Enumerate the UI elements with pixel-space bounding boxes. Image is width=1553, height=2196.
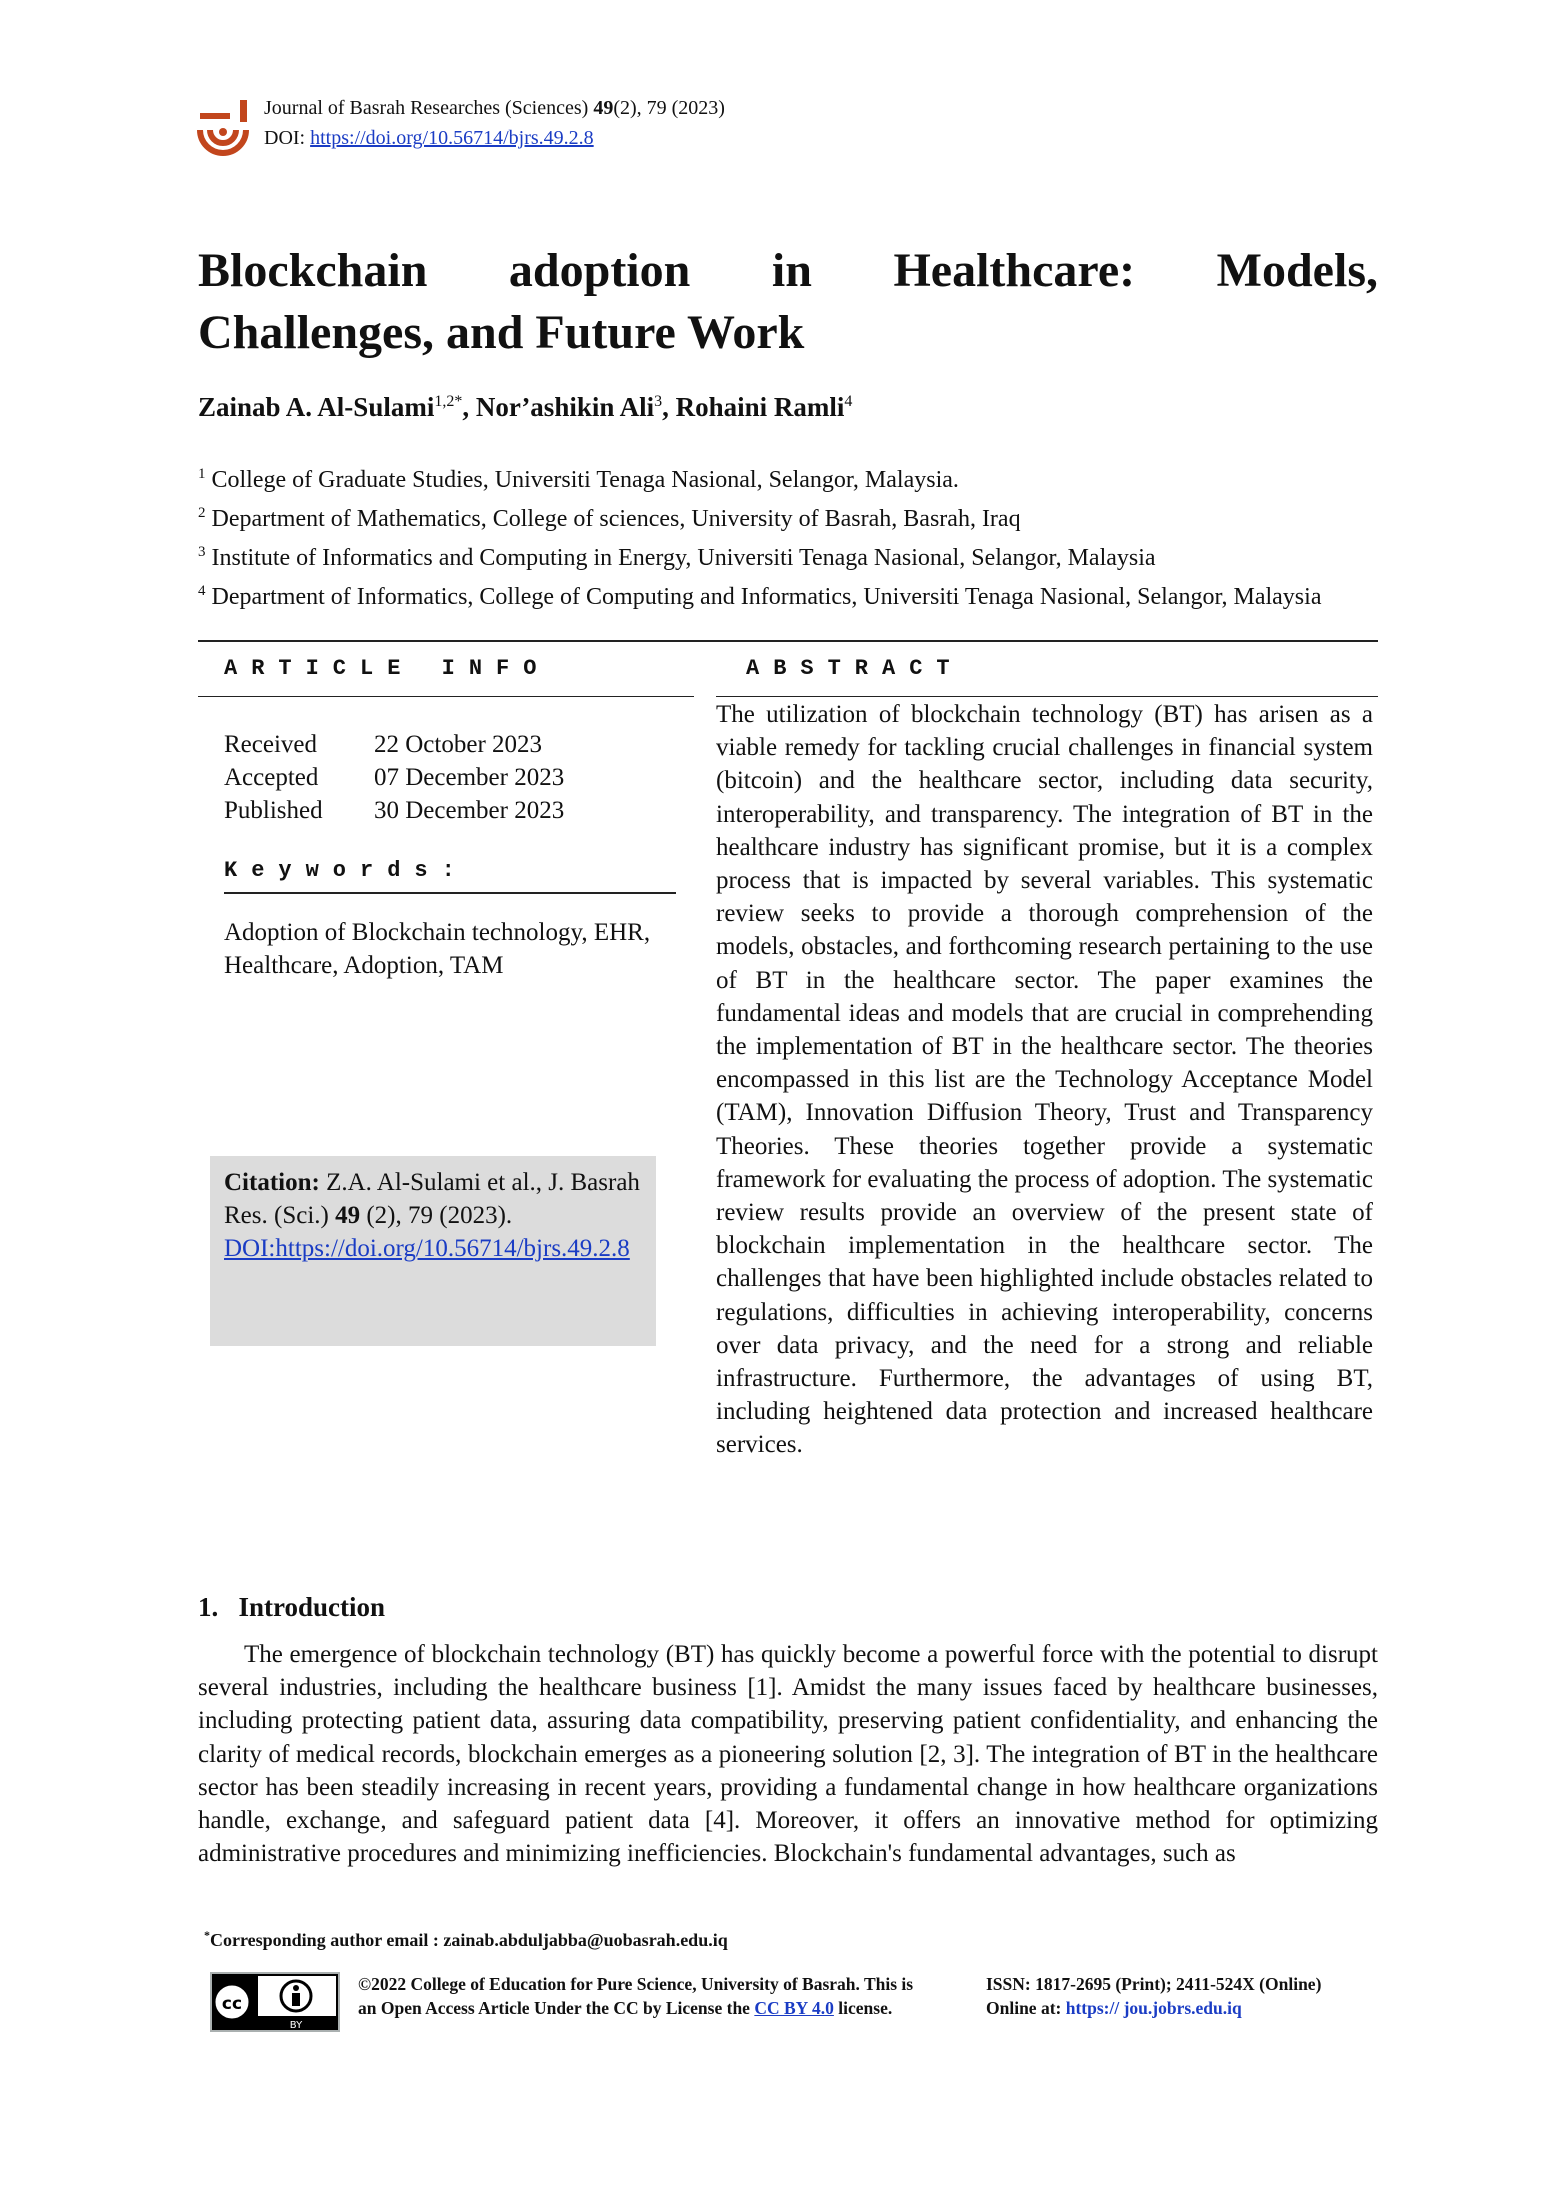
abstract-rule [716, 696, 1378, 697]
citation-doi-link[interactable]: DOI:https://doi.org/10.56714/bjrs.49.2.8 [224, 1235, 630, 1262]
date-row: Accepted 07 December 2023 [224, 764, 565, 791]
svg-text:cc: cc [221, 1994, 243, 2014]
keywords-label: Keywords: [224, 858, 469, 883]
copyright-notice: ©2022 College of Education for Pure Science, University of Basrah. This is an Open Access Article Under the CC by License the CC BY 4.0 license. [358, 1974, 914, 2018]
title-line-1: Blockchain adoption in Healthcare: Models, [198, 244, 1378, 297]
cc-badge-label: BY [289, 2020, 303, 2031]
journal-citation: Journal of Basrah Researches (Sciences) 49(2), 79 (2023) [264, 97, 725, 119]
keywords-text: Adoption of Blockchain technology, EHR, Healthcare, Adoption, TAM [224, 919, 651, 979]
top-rule [198, 640, 1378, 642]
introduction-paragraph: The emergence of blockchain technology (BT) has quickly become a powerful force with the potential to disrupt several industries, including the healthcare business [1]. Amidst the many issues faced by healthcare businesses, including protecting patient data, assuring data compatibility, preserving patient confidentiality, and enhancing the clarity of medical records, blockchain emerges as a pioneering solution [2, 3]. The integration of BT in the healthcare sector has been steadily increasing in recent years, providing a fundamental change in how healthcare organizations handle, exchange, and safeguard patient data [4]. Moreover, it offers an innovative method for optimizing administrative procedures and minimizing inefficiencies. Blockchain's fundamental advantages, such as [198, 1641, 1378, 1868]
citation-box: Citation: Z.A. Al-Sulami et al., J. Basrah Res. (Sci.) 49 (2), 79 (2023). DOI:https://doi.org/10.56714/bjrs.49.2.8 [210, 1156, 656, 1346]
author-name: Nor’ashikin Ali [475, 392, 655, 422]
cc-by-license-icon [210, 1972, 340, 2032]
journal-logo-icon [190, 94, 256, 160]
date-row: Received 22 October 2023 [224, 731, 543, 758]
cc-by-link[interactable]: CC BY 4.0 [754, 1998, 834, 2018]
keywords-rule [224, 892, 676, 894]
corresponding-author: *Corresponding author email : zainab.abduljabba@uobasrah.edu.iq [204, 1928, 728, 1950]
affiliation: $^2$ Department of Mathematics, College of sciences, University of Basrah, Basrah, Iraq [198, 505, 1021, 532]
article-dates [224, 728, 564, 827]
affiliation: $^4$ Department of Informatics, College of Computing and Informatics, Universiti Tenaga Nasional, Selangor, Malaysia [198, 583, 1322, 610]
journal-website-link[interactable]: https:// jou.jobrs.edu.iq [1065, 1998, 1242, 2018]
abstract-label: ABSTRACT [746, 656, 964, 681]
header-doi: DOI: https://doi.org/10.56714/bjrs.49.2.8 [264, 127, 594, 149]
affiliations [198, 458, 1398, 614]
journal-volume: 49 [593, 97, 614, 119]
issn-numbers: ISSN: 1817-2695 (Print); 2411-524X (Online) [986, 1974, 1322, 1994]
affiliation: $^3$ Institute of Informatics and Computing in Energy, Universiti Tenaga Nasional, Selangor, Malaysia [198, 544, 1156, 571]
author-name: Zainab A. Al-Sulami [198, 392, 435, 422]
abstract-text: The utilization of blockchain technology (BT) has arisen as a viable remedy for tackling crucial challenges in financial system (bitcoin) and the healthcare sector, including data security, interoperability, and transparency. The integration of BT in the healthcare industry has significant promise, but it is a complex process that is impacted by several variables. This systematic review seeks to provide a thorough comprehension of the models, obstacles, and forthcoming research pertaining to the use of BT in the healthcare sector. The paper examines the fundamental ideas and models that are crucial in comprehending the implementation of BT in the healthcare sector. The theories encompassed in this list are the Technology Acceptance Model (TAM), Innovation Diffusion Theory, Trust and Transparency Theories. These theories together provide a systematic framework for evaluating the process of adoption. The systematic review results provide an overview of the present state of blockchain implementation in the healthcare sector. The challenges that have been highlighted include obstacles related to regulations, difficulties in achieving interoperability, concerns over data privacy, and the need for a strong and reliable infrastructure. Furthermore, the advantages of using BT, including heightened data protection and increased healthcare services. [716, 701, 1373, 1459]
author-name: Rohaini Ramli [675, 392, 845, 422]
section-heading-introduction: 1. Introduction [198, 1592, 386, 1622]
citation-label: Citation: [224, 1169, 320, 1196]
paper-title [198, 240, 1378, 364]
issn-block: ISSN: 1817-2695 (Print); 2411-524X (Online) Online at: https:// jou.jobrs.edu.iq [986, 1974, 1322, 2018]
corresponding-email: zainab.abduljabba@uobasrah.edu.iq [443, 1930, 728, 1950]
article-info-rule [198, 696, 694, 697]
date-row: Published 30 December 2023 [224, 797, 565, 824]
title-line-2: Challenges, and Future Work [198, 306, 805, 359]
author-list: Zainab A. Al-Sulami$^{1,2*}$, Nor’ashikin Ali$^3$, Rohaini Ramli$^4$ [198, 392, 853, 422]
affiliation: $^1$ College of Graduate Studies, Universiti Tenaga Nasional, Selangor, Malaysia. [198, 466, 959, 493]
article-info-label: ARTICLE INFO [224, 656, 551, 681]
header-doi-link[interactable]: https://doi.org/10.56714/bjrs.49.2.8 [310, 127, 594, 149]
